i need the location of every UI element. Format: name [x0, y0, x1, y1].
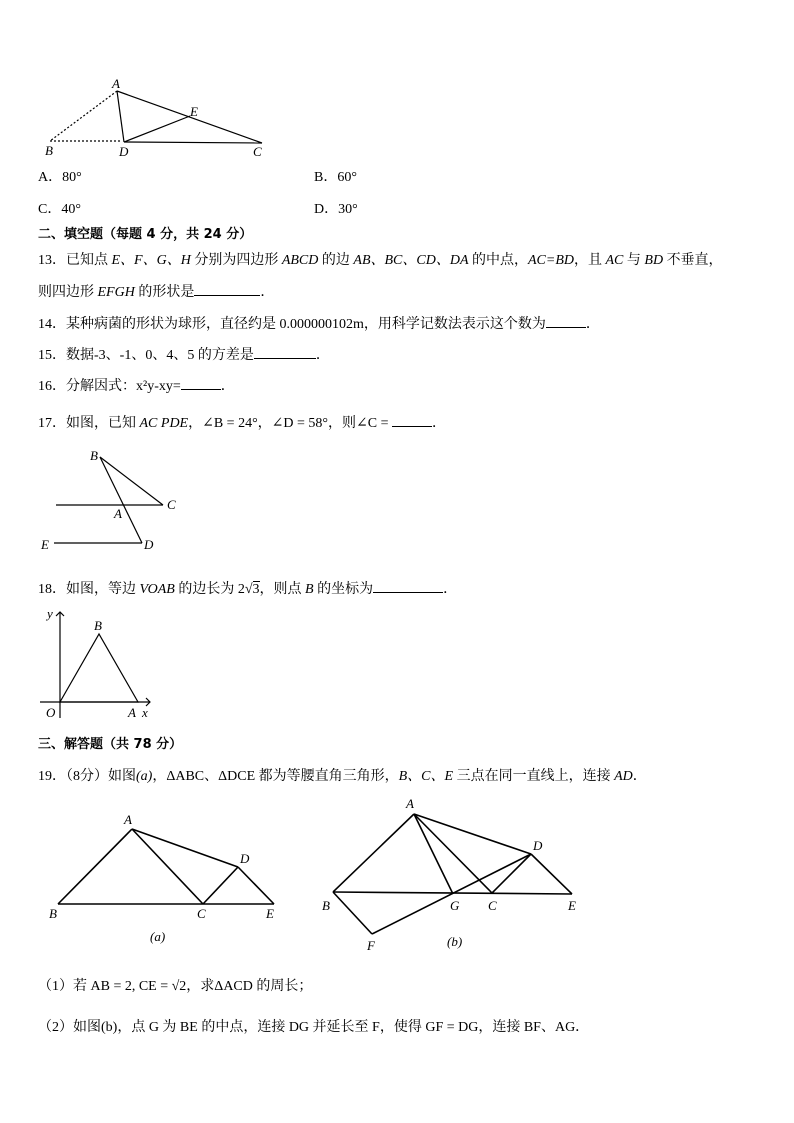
option-c: C．40° [38, 202, 81, 217]
question-14: 14．某种病菌的形状为球形，直径约是 0.000000102m，用科学记数法表示这个数为 ． [38, 313, 600, 333]
fig19b-label-g: G [450, 898, 460, 913]
fig17-label-a: A [114, 506, 122, 521]
fig17-label-d: D [144, 537, 154, 552]
fig19b-label-f: F [367, 938, 375, 953]
question-18: 18．如图，等边 VOAB 的边长为 2√3，则点 B 的坐标为 ． [38, 578, 457, 598]
fig19b-label-d: D [533, 838, 543, 853]
question-13-line2: 则四边形 EFGH 的形状是 ． [38, 281, 274, 301]
question-16: 16．分解因式：x²y-xy= ． [38, 375, 235, 395]
fig18-label-y: y [47, 606, 53, 621]
question-19-part2: （2）如图(b)，点 G 为 BE 的中点，连接 DG 并延长至 F，使得 GF = DG，连接 BF、AG． [38, 1020, 590, 1035]
answer-blank-15[interactable] [254, 344, 316, 359]
fig19b-label-a: A [406, 796, 414, 811]
fig19b-caption: (b) [447, 934, 463, 949]
fig19a-caption: (a) [150, 929, 166, 944]
fig12-label-e: E [190, 104, 198, 119]
question-17: 17．如图，已知 AC PDE，∠B = 24°，∠D = 58°，则∠C = ． [38, 412, 446, 432]
question-19: 19．（8分）如图(a)，ΔABC、ΔDCE 都为等腰直角三角形，B、C、E 三点在同一直线上，连接 AD． [38, 769, 647, 784]
fig19b-label-c: C [488, 898, 497, 913]
answer-blank-18[interactable] [373, 578, 443, 593]
answer-blank-16[interactable] [181, 375, 221, 390]
option-a: A．80° [38, 170, 82, 185]
fig19a-label-a: A [124, 812, 132, 827]
fig19b-label-b: B [322, 898, 330, 913]
fig19a-label-e: E [266, 906, 274, 921]
question-15: 15．数据-3、-1、0、4、5 的方差是 ． [38, 344, 330, 364]
option-d: D．30° [314, 202, 358, 217]
fig19a-label-c: C [197, 906, 206, 921]
fig12-label-c: C [253, 144, 262, 159]
fig12-label-a: A [112, 76, 120, 91]
fig12-label-b: B [45, 143, 53, 158]
fig19b-label-e: E [568, 898, 576, 913]
fig19a-label-b: B [49, 906, 57, 921]
answer-blank-14[interactable] [546, 313, 586, 328]
fig17-label-c: C [167, 497, 176, 512]
question-19-part1: （1）若 AB = 2, CE = √2，求ΔACD 的周长； [38, 979, 313, 994]
fig18-label-b: B [94, 618, 102, 633]
fig18-label-a: A [128, 705, 136, 720]
section-fill-in-title: 二、填空题（每题 4 分，共 24 分） [38, 227, 253, 242]
question-13-line1: 13．已知点 E、F、G、H 分别为四边形 ABCD 的边 AB、BC、CD、DA 的中点，AC=BD，且 AC 与 BD 不垂直， [38, 253, 723, 268]
fig18-label-o: O [46, 705, 56, 720]
answer-blank-17[interactable] [392, 412, 432, 427]
fig19a-label-d: D [240, 851, 250, 866]
answer-blank-13[interactable] [194, 281, 260, 296]
fig12-label-d: D [119, 144, 129, 159]
sqrt-sign: √ [244, 582, 253, 597]
fig17-label-e: E [41, 537, 49, 552]
fig18-label-x: x [142, 705, 148, 720]
fig17-label-b: B [90, 448, 98, 463]
section-answer-title: 三、解答题（共 78 分） [38, 737, 183, 752]
option-b: B．60° [314, 170, 357, 185]
